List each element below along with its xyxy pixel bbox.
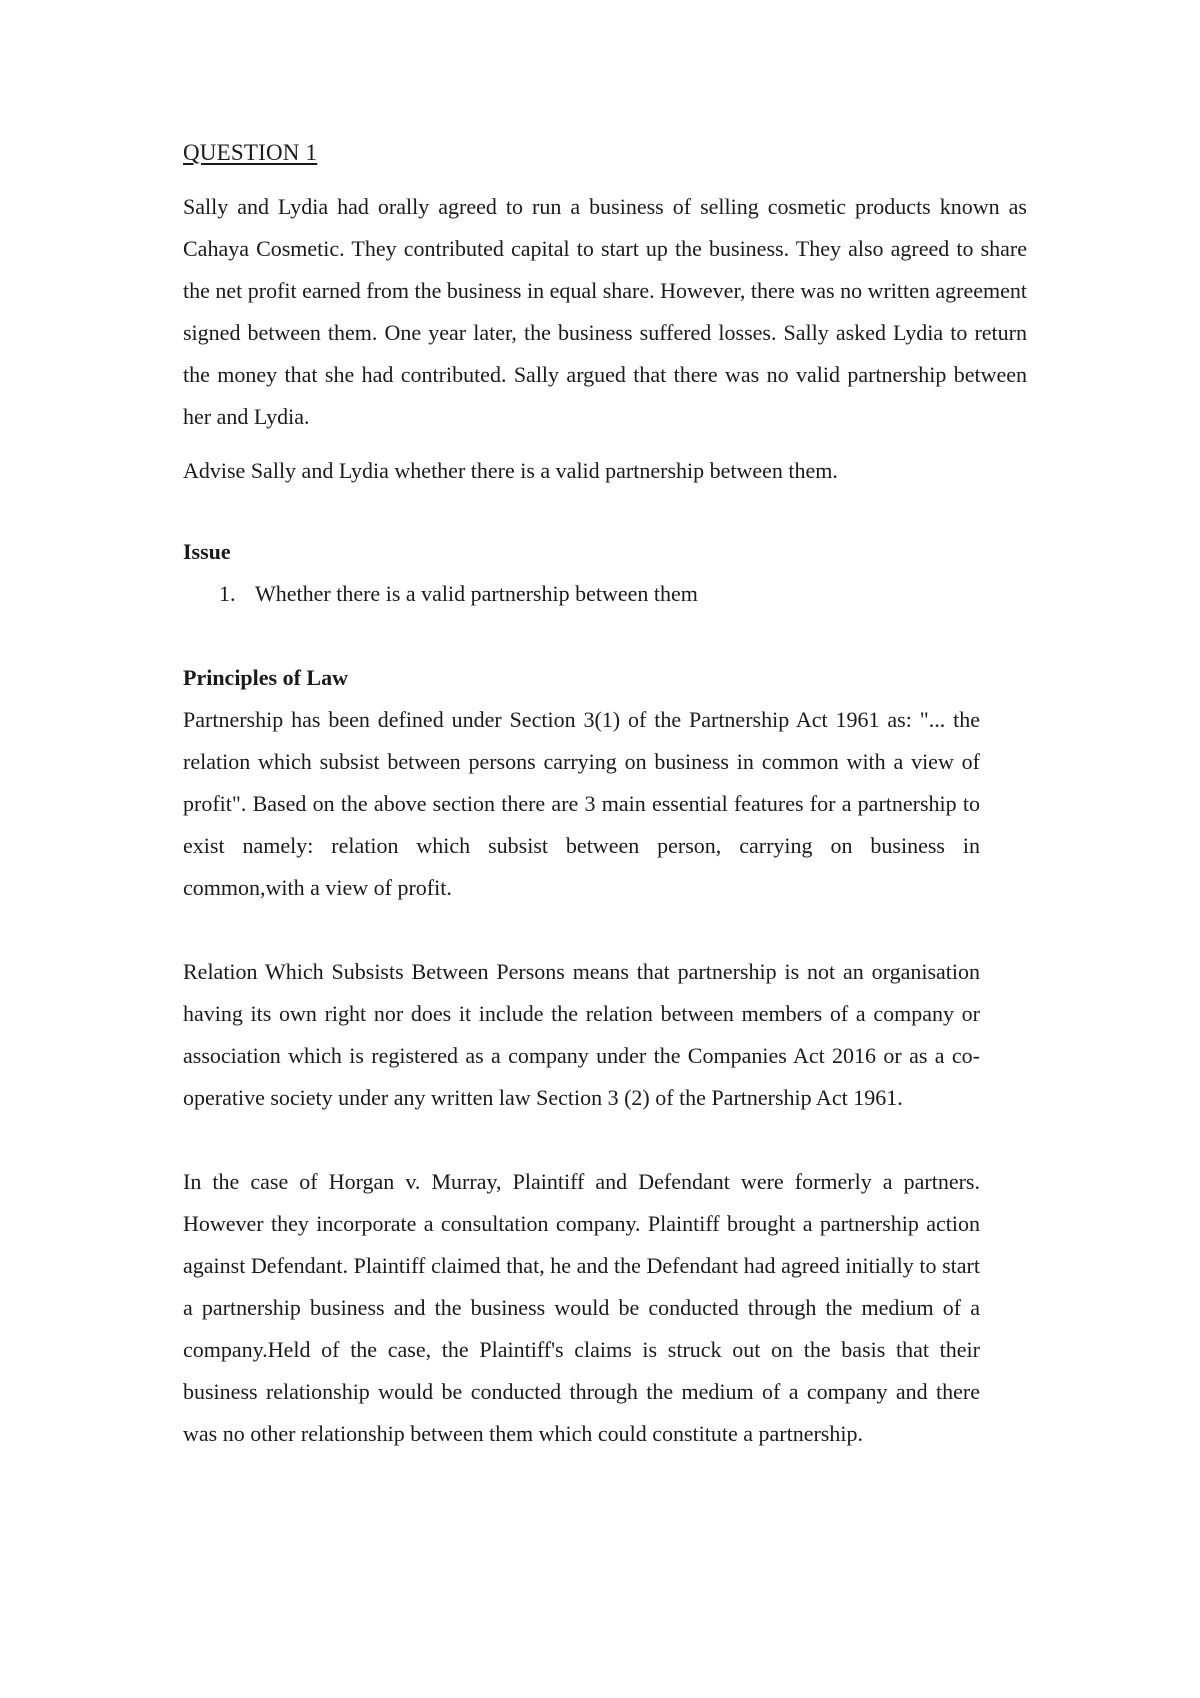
question-heading: QUESTION 1 (183, 140, 318, 165)
issue-item-number: 1. (219, 581, 236, 606)
issue-item-text: Whether there is a valid partnership between them (255, 581, 698, 606)
issue-heading: Issue (183, 539, 231, 564)
issue-list-item (183, 573, 1027, 615)
principles-of-law-heading: Principles of Law (183, 665, 348, 690)
issue-list (183, 573, 1027, 615)
paragraph-spacer (183, 909, 980, 951)
paragraph-spacer (183, 1119, 980, 1161)
principles-of-law-body (183, 699, 980, 1455)
document-page (183, 140, 1027, 1455)
question-instruction: Advise Sally and Lydia whether there is a valid partnership between them. (183, 458, 838, 483)
law-paragraph-case: In the case of Horgan v. Murray, Plaintiff and Defendant were formerly a partners. However they incorporate a consultation company. Plaintiff brought a partnership action against Defendant. Plaintiff claimed that, he and the Defendant had agreed initially to start a partnership business and the business would be conducted through the medium of a company.Held of the case, the Plaintiff's claims is struck out on the basis that their business relationship would be conducted through the medium of a company and there was no other relationship between them which could constitute a partnership. (183, 1169, 980, 1446)
law-paragraph-definition: Partnership has been defined under Section 3(1) of the Partnership Act 1961 as: "... the relation which subsist between persons carrying on business in common with a view of profit". Based on the above section there are 3 main essential features for a partnership to exist namely: relation which subsist between person, carrying on business in common,with a view of profit. (183, 707, 980, 900)
law-paragraph-relation: Relation Which Subsists Between Persons means that partnership is not an organisation having its own right nor does it include the relation between members of a company or association which is registered as a company under the Companies Act 2016 or as a co-operative society under any written law Section 3 (2) of the Partnership Act 1961. (183, 959, 980, 1110)
question-scenario-paragraph: Sally and Lydia had orally agreed to run a business of selling cosmetic products known as Cahaya Cosmetic. They contributed capital to start up the business. They also agreed to share the net profit earned from the business in equal share. However, there was no written agreement signed between them. One year later, the business suffered losses. Sally asked Lydia to return the money that she had contributed. Sally argued that there was no valid partnership between her and Lydia. (183, 194, 1027, 429)
